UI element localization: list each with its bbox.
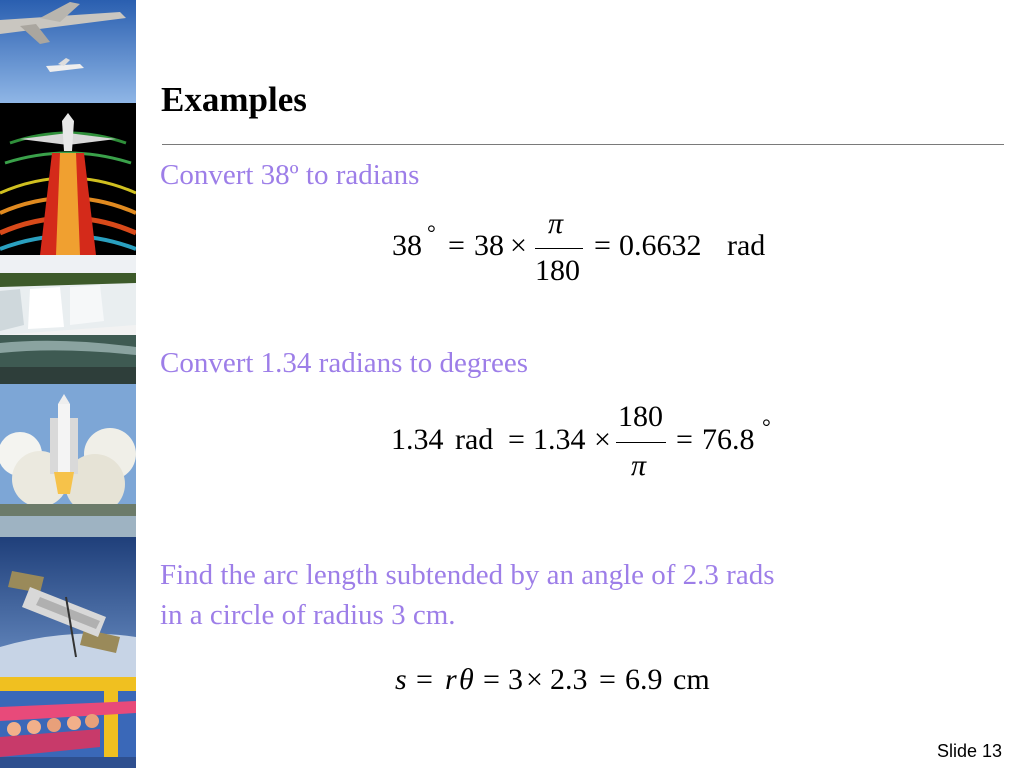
- eq1-unit: rad: [727, 229, 766, 262]
- sidebar-photo-strip: [0, 0, 136, 768]
- example1-prompt: Convert 38º to radians: [160, 159, 420, 191]
- eq1-factor: 38: [474, 229, 504, 262]
- eq1-numerator: π: [548, 207, 564, 240]
- eq2-equals-1: =: [508, 423, 525, 456]
- eq1-equals-1: =: [448, 229, 465, 262]
- eq3-r: r: [445, 663, 457, 696]
- eq3-equals-1: =: [416, 663, 433, 696]
- example2-prompt: Convert 1.34 radians to degrees: [160, 347, 529, 379]
- eq3-unit: cm: [673, 663, 710, 696]
- waterfall-image: [0, 255, 136, 384]
- jet-exhaust-image: [0, 103, 136, 255]
- eq1-denominator: 180: [535, 254, 580, 287]
- eq2-equals-2: =: [676, 423, 693, 456]
- shuttle-launch-image: [0, 384, 136, 537]
- eq3-equals-3: =: [599, 663, 616, 696]
- title-divider: [162, 144, 1004, 145]
- eq3-a: 3: [508, 663, 523, 696]
- example3-prompt-line1: Find the arc length subtended by an angle of 2.3 rads: [160, 559, 775, 591]
- example3-prompt-line2: in a circle of radius 3 cm.: [160, 599, 456, 631]
- eq3-b: 2.3: [550, 663, 588, 696]
- eq2-times: ×: [594, 423, 611, 456]
- eq2-lhs-unit: rad: [455, 423, 494, 456]
- slide-number: Slide 13: [936, 741, 1002, 761]
- slide-title: Examples: [161, 80, 307, 119]
- roller-coaster-image: [0, 677, 136, 768]
- eq3-equals-2: =: [483, 663, 500, 696]
- space-telescope-image: [0, 537, 136, 677]
- eq3-result: 6.9: [625, 663, 663, 696]
- eq2-fraction-bar: [616, 442, 666, 443]
- eq1-fraction-bar: [535, 248, 583, 249]
- eq1-degree-symbol: °: [427, 220, 436, 245]
- eq2-degree-symbol: °: [762, 414, 771, 439]
- eq3-s: s: [395, 663, 407, 696]
- aircraft-image: [0, 0, 136, 103]
- eq3-times: ×: [526, 663, 543, 696]
- eq2-factor: 1.34: [533, 423, 586, 456]
- eq2-result: 76.8: [702, 423, 755, 456]
- eq2-denominator: π: [631, 449, 647, 482]
- eq1-lhs: 38: [392, 229, 422, 262]
- eq1-result: 0.6632: [619, 229, 702, 262]
- eq2-numerator: 180: [618, 400, 663, 433]
- eq3-theta: θ: [459, 663, 474, 696]
- eq1-equals-2: =: [594, 229, 611, 262]
- eq1-times: ×: [510, 229, 527, 262]
- eq2-lhs: 1.34: [391, 423, 444, 456]
